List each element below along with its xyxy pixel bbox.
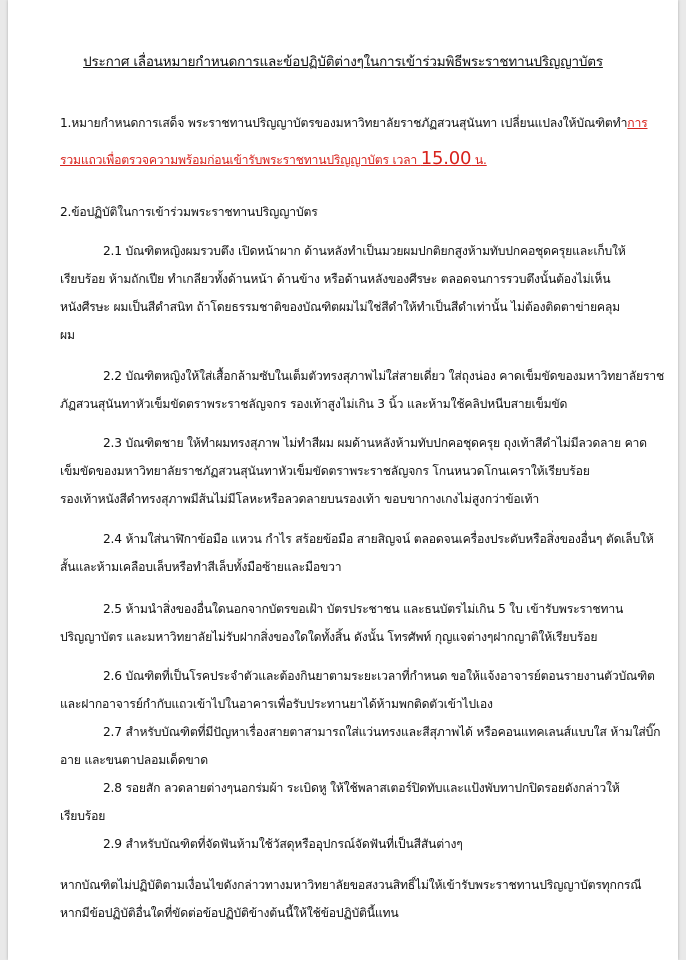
closing-line: หากบัณฑิตไม่ปฏิบัติตามเงื่อนไขดังกล่าวทางมหาวิทยาลัยขอสงวนสิทธิ์ไม่ให้เข้ารับพระราชทานปริญญาบัตรทุกกรณี — [60, 878, 642, 892]
item-2-5-line: ปริญญาบัตร และมหาวิทยาลัยไม่รับฝากสิ่งของใดใดทั้งสิ้น ดังนั้น โทรศัพท์ กุญแจต่างๆฝากญาติให้เรียบร้อย — [60, 630, 598, 644]
item-2-6-line: และฝากอาจารย์กำกับแถวเข้าไปในอาคารเพื่อรับประทานยาได้ห้ามพกติดตัวเข้าไปเอง — [60, 697, 493, 711]
section-1-time: 15.00 — [420, 148, 472, 169]
section-2-heading: 2.ข้อปฏิบัติในการเข้าร่วมพระราชทานปริญญาบัตร — [60, 205, 318, 219]
section-1-highlight-start: การ — [627, 116, 648, 130]
section-1-line-1 — [60, 114, 647, 133]
item-2-2-line: 2.2 บัณฑิตหญิงให้ใส่เสื้อกล้ามซับในเต็มตัวทรงสุภาพไม่ใส่สายเดี่ยว ใส่ถุงน่อง คาดเข็มขัดของมหาวิทยาลัยราช — [103, 369, 665, 383]
item-2-2-line: ภัฏสวนสุนันทาหัวเข็มขัดตราพระราชลัญจกร รองเท้าสูงไม่เกิน 3 นิ้ว และห้ามใช้คลิปหนีบสายเข็มขัด — [60, 397, 568, 411]
item-2-5-line: 2.5 ห้ามนำสิ่งของอื่นใดนอกจากบัตรขอเฝ้า บัตรประชาชน และธนบัตรไม่เกิน 5 ใบ เข้ารับพระราชทาน — [103, 602, 624, 616]
item-2-4-line: 2.4 ห้ามใส่นาฬิกาข้อมือ แหวน กำไร สร้อยข้อมือ สายสิญจน์ ตลอดจนเครื่องประดับหรือสิ่งของอื่นๆ ตัดเล็บให้ — [103, 532, 654, 546]
section-1-line-2 — [60, 148, 487, 170]
item-2-3-line: 2.3 บัณฑิตชาย ให้ทำผมทรงสุภาพ ไม่ทำสีผม ผมด้านหลังห้ามทับปกคอชุดครุย ถุงเท้าสีดำไม่มีลวดลาย คาด — [103, 436, 647, 450]
announcement-title: ประกาศ เลื่อนหมายกำหนดการและข้อปฏิบัติต่างๆในการเข้าร่วมพิธีพระราชทานปริญญาบัตร — [83, 54, 603, 70]
item-2-8-line: 2.8 รอยสัก ลวดลายต่างๆนอกร่มผ้า ระเบิดหู ให้ใช้พลาสเตอร์ปิดทับและแป้งพับทาปกปิดรอยดังกล่าวให้ — [103, 781, 620, 795]
item-2-1-line: หนังศีรษะ ผมเป็นสีดำสนิท ถ้าโดยธรรมชาติของบัณฑิตผมไม่ใช่สีดำให้ทำเป็นสีดำเท่านั้น ไม่ต้องติดตาข่ายคลุม — [60, 300, 620, 314]
item-2-6-line: 2.6 บัณฑิตที่เป็นโรคประจำตัวและต้องกินยาตามระยะเวลาที่กำหนด ขอให้แจ้งอาจารย์ตอนรายงานตัวบัณฑิต — [103, 669, 655, 683]
section-1-text: 1.หมายกำหนดการเสด็จ พระราชทานปริญญาบัตรของมหาวิทยาลัยราชภัฏสวนสุนันทา เปลี่ยนแปลงให้บัณฑิตทำ — [60, 116, 628, 130]
item-2-1-line: เรียบร้อย ห้ามถักเปีย ทำเกลียวทั้งด้านหน้า ด้านข้าง หรือด้านหลังของศีรษะ ตลอดจนการรวบตึงนั้นต้องไม่เห็น — [60, 272, 611, 286]
item-2-3-line: รองเท้าหนังสีดำทรงสุภาพมีส้นไม่มีโลหะหรือลวดลายบนรองเท้า ขอบขากางเกงไม่สูงกว่าข้อเท้า — [60, 492, 539, 506]
item-2-9-line: 2.9 สำหรับบัณฑิตที่จัดฟันห้ามใช้วัสดุหรืออุปกรณ์จัดฟันที่เป็นสีสันต่างๆ — [103, 837, 463, 851]
section-1-highlight: รวมแถวเพื่อตรวจความพร้อมก่อนเข้ารับพระราชทานปริญญาบัตร เวลา — [60, 153, 421, 167]
item-2-3-line: เข็มขัดของมหาวิทยาลัยราชภัฏสวนสุนันทาหัวเข็มขัดตราพระราชลัญจกร โกนหนวดโกนเคราให้เรียบร้อย — [60, 464, 590, 478]
item-2-7-line: อาย และขนตาปลอมเด็ดขาด — [60, 753, 208, 767]
document-page — [8, 0, 678, 960]
item-2-7-line: 2.7 สำหรับบัณฑิตที่มีปัญหาเรื่องสายตาสามารถใส่แว่นทรงและสีสุภาพได้ หรือคอนแทคเลนส์แบบใส ห้ามใส่บิ๊ก — [103, 725, 661, 739]
item-2-1-line: 2.1 บัณฑิตหญิงผมรวบตึง เปิดหน้าผาก ด้านหลังทำเป็นมวยผมปกติยกสูงห้ามทับปกคอชุดครุยและเก็บให้ — [103, 244, 626, 258]
section-1-time-unit: น. — [471, 153, 487, 167]
item-2-4-line: สั้นและห้ามเคลือบเล็บหรือทำสีเล็บทั้งมือซ้ายและมือขวา — [60, 560, 342, 574]
item-2-8-line: เรียบร้อย — [60, 809, 106, 823]
item-2-1-line: ผม — [60, 328, 75, 342]
closing-line: หากมีข้อปฏิบัติอื่นใดที่ขัดต่อข้อปฏิบัติข้างต้นนี้ให้ใช้ข้อปฏิบัตินี้แทน — [60, 906, 399, 920]
